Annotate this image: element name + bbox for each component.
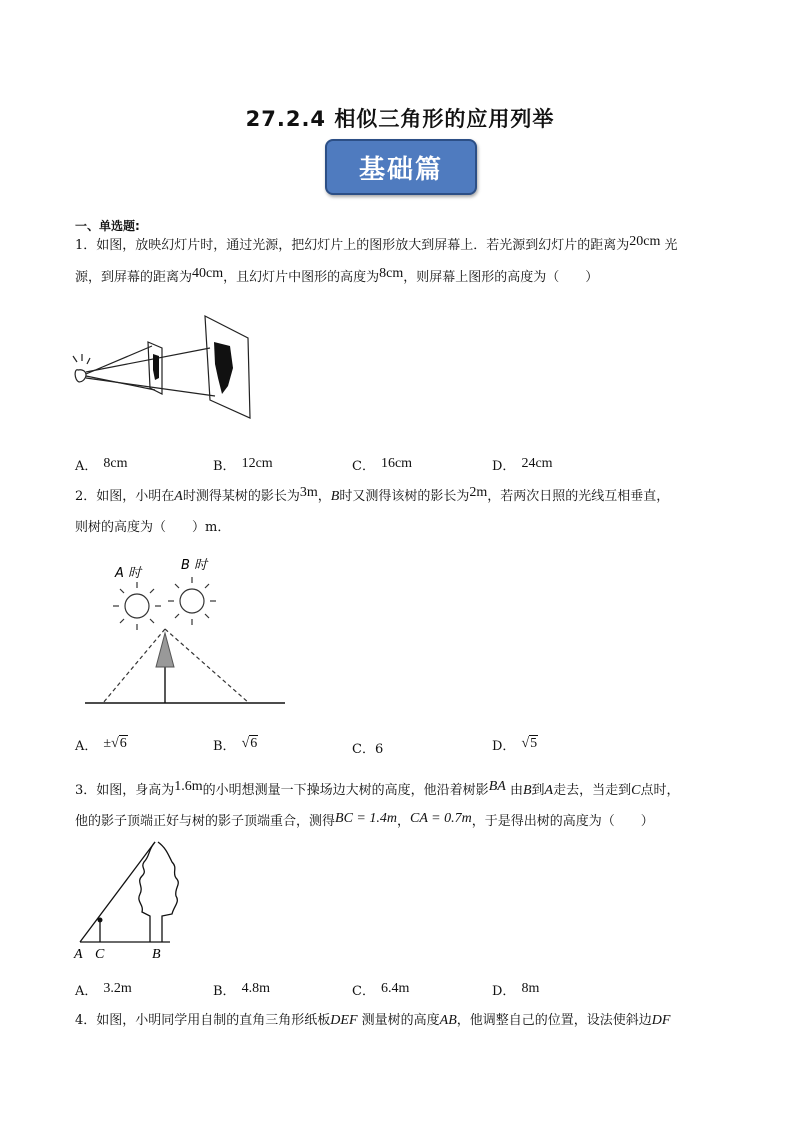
- math-height: 8cm: [379, 266, 404, 281]
- math-var: BA: [488, 779, 506, 794]
- question-2-text: 时测得某树的影长为: [182, 489, 300, 504]
- question-2-line-2: 则树的高度为（ ）m．: [75, 520, 231, 535]
- q3-option-b[interactable]: [213, 980, 270, 1000]
- math-var: B: [330, 489, 340, 504]
- math-var: DEF: [330, 1013, 358, 1028]
- q3-option-c[interactable]: [352, 980, 409, 1000]
- projector-figure: [70, 308, 260, 420]
- question-3-text: ，于是得出树的高度为（ ）: [471, 814, 654, 829]
- radicand: 5: [530, 736, 538, 751]
- q1-option-b[interactable]: [213, 455, 273, 475]
- option-value: 6.4m: [380, 981, 410, 996]
- screen-image: [214, 342, 233, 394]
- sqrt-expression: √6: [241, 736, 258, 751]
- math-var: AB: [439, 1013, 457, 1028]
- tree-icon: [139, 842, 178, 942]
- point-label-b: B: [152, 947, 161, 962]
- tree-icon: [156, 633, 174, 667]
- section-heading: 一、单选题:: [75, 219, 140, 233]
- math-distance-2: 40cm: [192, 266, 224, 281]
- tree-sun-figure: [75, 555, 295, 710]
- slide-image: [153, 354, 159, 380]
- question-4-text: ，他调整自己的位置，设法使斜边: [456, 1013, 652, 1028]
- q1-option-a[interactable]: [75, 455, 128, 475]
- q1-option-c[interactable]: [352, 455, 412, 475]
- question-1-text: ，则屏幕上图形的高度为（ ）: [403, 270, 599, 285]
- option-value: 16cm: [380, 456, 413, 471]
- question-4-text: 测量树的高度: [361, 1013, 440, 1028]
- option-value: 12cm: [241, 456, 273, 471]
- math-var: C: [631, 783, 641, 798]
- figure-label-a: A 时: [115, 566, 142, 581]
- question-2-text: ，若两次日照的光线互相垂直，: [487, 489, 670, 504]
- q1-option-d[interactable]: [492, 455, 553, 475]
- q2-option-d[interactable]: [492, 735, 538, 755]
- question-2-text: 2．如图，小明在: [75, 489, 175, 504]
- figure-label-b: B 时: [181, 558, 208, 573]
- option-value: 8cm: [103, 456, 128, 471]
- math-length: 3m: [299, 485, 318, 500]
- math-distance-1: 20cm: [629, 234, 661, 249]
- option-label: A．: [75, 739, 98, 754]
- question-2-line-1: [75, 485, 670, 506]
- question-1-text: 源，到屏幕的距离为: [75, 270, 193, 285]
- person-head-icon: [98, 918, 103, 923]
- math-var: B: [522, 783, 532, 798]
- option-label: A．: [75, 984, 98, 999]
- option-label: C．: [352, 459, 375, 474]
- page-title: 27.2.4 相似三角形的应用列举: [245, 107, 555, 131]
- radicand: 6: [119, 736, 127, 751]
- question-4-line-1: [75, 1012, 670, 1030]
- option-label: D．: [492, 459, 516, 474]
- option-value: 8m: [521, 981, 540, 996]
- option-label: B．: [213, 459, 236, 474]
- option-value: 24cm: [521, 456, 553, 471]
- light-bulb-icon: [75, 370, 86, 382]
- sqrt-expression: √5: [521, 736, 538, 751]
- question-1-text: 1．如图，放映幻灯片时，通过光源，把幻灯片上的图形放大到屏幕上．若光源到幻灯片的距离为: [75, 238, 630, 253]
- question-3-text: 的小明想测量一下操场边大树的高度，他沿着树影: [202, 783, 489, 798]
- option-value: 4.8m: [241, 981, 270, 996]
- q2-option-b[interactable]: [213, 735, 258, 755]
- q2-option-c[interactable]: [352, 738, 383, 757]
- math-equation: BC = 1.4m: [335, 811, 397, 826]
- question-3-text: 3．如图，身高为: [75, 783, 175, 798]
- question-3-line-2: [75, 813, 654, 831]
- tree-shadow-figure: [70, 838, 200, 963]
- option-value: 6: [374, 742, 384, 757]
- question-3-text: 走去，当走到: [553, 783, 632, 798]
- sight-line: [80, 842, 155, 942]
- level-badge: 基础篇: [325, 139, 477, 195]
- plus-minus-sign: ±: [103, 736, 112, 751]
- option-label: C．: [352, 742, 375, 757]
- point-label-a: A: [74, 947, 83, 962]
- question-3-text: 点时，: [640, 783, 680, 798]
- question-1-line-1: [75, 234, 678, 255]
- option-value: 3.2m: [103, 981, 132, 996]
- question-3-text: 到: [531, 783, 545, 798]
- question-1-text: ，且幻灯片中图形的高度为: [223, 270, 380, 285]
- option-label: C．: [352, 984, 375, 999]
- question-1-line-2: [75, 266, 599, 287]
- question-3-text: 他的影子顶端正好与树的影子顶端重合，测得: [75, 814, 336, 829]
- math-var: A: [544, 783, 554, 798]
- point-label-c: C: [95, 947, 105, 962]
- option-label: B．: [213, 739, 236, 754]
- sqrt-expression: √6: [111, 736, 127, 751]
- math-var: A: [174, 489, 183, 504]
- question-2-text: 时又测得该树的影长为: [339, 489, 470, 504]
- question-4-text: 4．如图，小明同学用自制的直角三角形纸板: [75, 1013, 331, 1028]
- question-2-text: ，: [317, 489, 331, 504]
- sun-a-icon: [125, 594, 149, 618]
- radicand: 6: [250, 736, 258, 751]
- option-label: D．: [492, 739, 516, 754]
- question-1-text: 光: [664, 238, 678, 253]
- option-label: B．: [213, 984, 236, 999]
- math-var: DF: [651, 1013, 671, 1028]
- q3-option-d[interactable]: [492, 980, 539, 1000]
- question-3-line-1: [75, 779, 680, 800]
- math-height: 1.6m: [174, 779, 203, 794]
- question-3-text: ，: [396, 814, 410, 829]
- question-3-text: 由: [509, 783, 523, 798]
- option-label: A．: [75, 459, 98, 474]
- math-equation: CA = 0.7m: [409, 811, 472, 826]
- math-length: 2m: [469, 485, 488, 500]
- option-label: D．: [492, 984, 516, 999]
- q3-option-a[interactable]: [75, 980, 132, 1000]
- q2-option-a[interactable]: [75, 735, 128, 755]
- sun-b-icon: [180, 589, 204, 613]
